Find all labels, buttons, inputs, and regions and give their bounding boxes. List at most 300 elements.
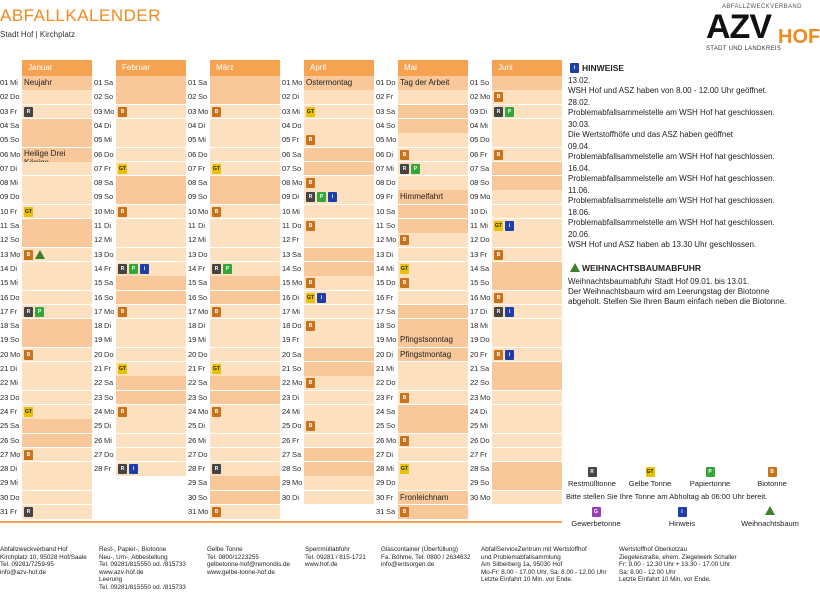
calendar-day (0, 448, 92, 462)
calendar-day (470, 190, 562, 204)
weekday: Do (480, 135, 490, 145)
day-cell (116, 262, 186, 276)
day-number: 25 (94, 421, 103, 431)
day-number: 23 (94, 392, 103, 402)
weekday: Do (10, 392, 20, 402)
day-label (0, 405, 22, 419)
calendar-day (282, 448, 374, 462)
calendar-day (0, 248, 92, 262)
calendar-day (376, 348, 468, 362)
calendar-day (188, 305, 280, 319)
day-cell (492, 291, 562, 305)
biotonne-icon: B (24, 450, 33, 460)
weekday: Sa (104, 378, 114, 388)
restmuell-icon: R (588, 467, 597, 477)
day-number: 13 (376, 249, 385, 259)
day-label (94, 262, 116, 276)
footer-column (207, 546, 290, 576)
footer-line: Leerung (99, 576, 123, 584)
weekday: Mo (386, 335, 397, 345)
weekday: So (104, 192, 114, 202)
day-label (0, 291, 22, 305)
day-number: 11 (94, 221, 102, 230)
weekday: Mi (386, 263, 394, 273)
day-label (0, 90, 22, 104)
hinweis-icon: i (678, 507, 687, 517)
calendar-day (94, 276, 186, 290)
day-cell (398, 219, 468, 233)
calendar-day (376, 362, 468, 376)
day-number: 07 (0, 163, 9, 173)
day-label (470, 462, 492, 476)
day-number: 22 (376, 378, 385, 388)
day-label (188, 434, 210, 448)
calendar-day (94, 148, 186, 162)
month-header: Januar (22, 60, 92, 76)
day-number: 17 (470, 306, 479, 316)
calendar-day (0, 305, 92, 319)
day-label (188, 348, 210, 362)
day-cell (116, 305, 186, 319)
legend-label: Gelbe Tonne (628, 479, 672, 488)
weekday: Di (10, 163, 18, 173)
day-label (470, 162, 492, 176)
day-number: 21 (94, 364, 103, 373)
month-column (188, 60, 280, 521)
weekday: Do (198, 349, 208, 359)
day-number: 18 (0, 321, 9, 331)
day-label (470, 76, 492, 90)
calendar-day (94, 362, 186, 376)
day-label (282, 376, 304, 390)
day-cell (22, 248, 92, 262)
day-label (94, 291, 116, 305)
day-label (188, 333, 210, 347)
calendar-day (94, 291, 186, 305)
day-cell (22, 119, 92, 133)
weekday: Do (292, 321, 302, 331)
footer-line: gelbetonne-hof@remondis.de (207, 561, 291, 569)
day-number: 01 (0, 78, 9, 87)
weekday: Do (292, 120, 302, 130)
holiday-name: Pfingstmontag (400, 349, 452, 359)
day-label (470, 276, 492, 290)
calendar-day (282, 476, 374, 490)
day-cell (116, 434, 186, 448)
day-cell (210, 205, 280, 219)
day-label (282, 333, 304, 347)
info-icon: i (570, 63, 579, 73)
day-number: 14 (94, 263, 103, 273)
day-cell (398, 348, 468, 362)
weekday: Mi (386, 464, 394, 474)
calendar-day (282, 76, 374, 90)
hinweis-entry (568, 164, 800, 184)
calendar-day (470, 419, 562, 433)
weekday: Do (386, 178, 396, 188)
holiday-name: Tag der Arbeit (400, 78, 450, 87)
day-number: 02 (188, 92, 197, 102)
biotonne-icon: B (494, 350, 503, 360)
month-header: Juni (492, 60, 562, 76)
day-label (94, 233, 116, 247)
calendar-day (94, 248, 186, 262)
day-label (282, 76, 304, 90)
day-number: 14 (470, 263, 479, 273)
weekday: Sa (480, 364, 490, 373)
biotonne-icon: B (306, 135, 315, 145)
day-cell (398, 262, 468, 276)
day-label (470, 105, 492, 119)
day-label (94, 190, 116, 204)
calendar-day (376, 376, 468, 390)
day-label (188, 219, 210, 233)
day-number: 15 (0, 278, 9, 288)
day-label (282, 419, 304, 433)
footer-line: und Problemabfallsammlung (481, 553, 561, 561)
biotonne-icon: B (24, 350, 33, 360)
day-number: 09 (94, 192, 103, 202)
calendar-day (470, 291, 562, 305)
day-cell (22, 162, 92, 176)
hinweis-icon: i (317, 293, 326, 303)
day-number: 10 (282, 206, 291, 216)
weekday: Sa (104, 278, 114, 288)
calendar-day (94, 119, 186, 133)
day-number: 28 (0, 464, 9, 474)
day-cell (304, 162, 374, 176)
day-cell (398, 333, 468, 347)
calendar-day (282, 491, 374, 505)
weekday: Sa (292, 249, 302, 259)
biotonne-icon: B (768, 467, 777, 477)
day-label (0, 133, 22, 147)
holiday-name: Pfingstsonntag (400, 335, 453, 345)
weekday: Sa (292, 449, 302, 459)
day-cell (398, 90, 468, 104)
day-number: 30 (376, 492, 385, 502)
day-cell (116, 205, 186, 219)
day-cell (22, 90, 92, 104)
day-cell (398, 133, 468, 147)
day-label (470, 119, 492, 133)
page-title: ABFALLKALENDER (0, 6, 162, 25)
calendar-day (0, 262, 92, 276)
day-cell (492, 319, 562, 333)
day-cell (398, 505, 468, 519)
weekday: Di (292, 192, 300, 202)
day-number: 11 (282, 221, 290, 230)
weekday: Di (386, 149, 394, 159)
day-cell (304, 405, 374, 419)
footer-line: Tel. 09281/815550 od. /815733 (99, 561, 186, 569)
day-number: 02 (376, 92, 385, 102)
day-label (94, 319, 116, 333)
day-number: 16 (94, 292, 103, 302)
weekday: Fr (386, 492, 394, 502)
day-cell (22, 376, 92, 390)
weekday: Fr (198, 163, 206, 173)
weihnachtsbaum-panel (568, 262, 800, 307)
day-cell (22, 319, 92, 333)
day-cell (22, 190, 92, 204)
biotonne-icon: B (306, 378, 315, 388)
day-cell (116, 233, 186, 247)
day-cell (398, 362, 468, 376)
day-number: 10 (0, 206, 9, 216)
calendar-day (470, 105, 562, 119)
calendar-day (282, 133, 374, 147)
day-number: 05 (94, 135, 103, 145)
day-cell (398, 233, 468, 247)
day-number: 26 (470, 435, 479, 445)
day-label (282, 348, 304, 362)
day-label (94, 448, 116, 462)
day-label (376, 248, 398, 262)
legend (562, 466, 800, 530)
calendar-day (376, 319, 468, 333)
biotonne-icon: B (118, 307, 127, 317)
day-cell (210, 319, 280, 333)
calendar-day (282, 391, 374, 405)
day-number: 19 (188, 335, 197, 345)
calendar-day (188, 376, 280, 390)
weekday: So (10, 435, 20, 445)
day-label (188, 362, 210, 376)
calendar-day (0, 434, 92, 448)
day-number: 16 (282, 292, 291, 302)
gelbe-tonne-icon: GT (25, 208, 32, 215)
day-cell (492, 162, 562, 176)
calendar-day (0, 319, 92, 333)
weekday: So (386, 120, 396, 130)
day-cell (492, 419, 562, 433)
weekday: Sa (104, 78, 114, 87)
day-cell (492, 133, 562, 147)
calendar-day (188, 76, 280, 90)
day-number: 22 (282, 378, 291, 388)
day-cell (398, 476, 468, 490)
day-number: 11 (0, 221, 8, 230)
day-cell (398, 434, 468, 448)
calendar-day (94, 105, 186, 119)
weekday: Di (10, 464, 18, 474)
calendar-day (188, 133, 280, 147)
calendar-day (376, 176, 468, 190)
day-number: 16 (0, 292, 9, 302)
day-label (188, 148, 210, 162)
day-label (470, 248, 492, 262)
weekday: Do (104, 449, 114, 459)
footer (0, 546, 800, 600)
legend-label: Gewerbetonne (571, 519, 621, 528)
calendar-day (188, 405, 280, 419)
day-cell (210, 233, 280, 247)
logo-suffix: HOF (778, 26, 820, 48)
weihnachtsbaum-title: WEIHNACHTSBAUMABFUHR (582, 263, 701, 273)
day-label (376, 448, 398, 462)
papiertonne-icon: P (505, 107, 514, 117)
calendar-day (470, 348, 562, 362)
weekday: Sa (10, 421, 20, 431)
restmuell-icon: R (494, 307, 503, 317)
weekday: Mo (104, 306, 115, 316)
weekday: So (198, 92, 208, 102)
day-number: 23 (376, 392, 385, 402)
calendar-day (376, 105, 468, 119)
day-cell (304, 262, 374, 276)
weekday: Di (198, 421, 206, 431)
day-label (0, 205, 22, 219)
hinweis-icon: i (505, 350, 514, 360)
hinweise-heading (568, 62, 800, 74)
biotonne-icon: B (400, 436, 409, 446)
hinweis-date: 30.03. (568, 120, 591, 129)
day-label (188, 491, 210, 505)
hinweis-icon: i (505, 221, 514, 231)
calendar-day (376, 148, 468, 162)
weekday: Do (10, 192, 20, 202)
calendar-day (188, 148, 280, 162)
day-number: 17 (188, 306, 197, 316)
day-number: 30 (188, 492, 197, 502)
day-number: 20 (282, 349, 291, 359)
month-header: Februar (116, 60, 186, 76)
weekday: Fr (10, 306, 18, 316)
day-label (376, 405, 398, 419)
day-number: 29 (376, 478, 385, 488)
day-number: 08 (188, 178, 197, 188)
weekday: Fr (292, 335, 300, 345)
day-label (470, 491, 492, 505)
weekday: Di (198, 321, 206, 331)
day-number: 21 (376, 364, 385, 373)
restmuell-icon: R (306, 192, 315, 202)
day-label (0, 448, 22, 462)
day-cell (398, 448, 468, 462)
day-label (188, 476, 210, 490)
day-cell (210, 276, 280, 290)
day-cell (492, 148, 562, 162)
day-label (282, 476, 304, 490)
day-cell (492, 76, 562, 90)
day-cell (492, 90, 562, 104)
day-number: 11 (376, 221, 384, 230)
calendar-day (94, 434, 186, 448)
calendar-day (376, 205, 468, 219)
weekday: Do (198, 149, 208, 159)
day-number: 08 (282, 178, 291, 188)
weekday: Do (104, 349, 114, 359)
weekday: So (198, 492, 208, 502)
calendar-day (0, 205, 92, 219)
hinweis-date: 28.02. (568, 98, 591, 107)
weekday: Mi (10, 478, 18, 488)
day-number: 17 (282, 306, 291, 316)
calendar-day (470, 376, 562, 390)
footer-line: Tel. 09281 / 815-1721 (305, 553, 366, 561)
footer-line: Mo-Fr: 8.00 - 17.00 Uhr, Sa: 8.00 - 12.00 Uhr (481, 568, 607, 576)
hinweis-entry (568, 120, 800, 140)
weekday: So (386, 421, 396, 431)
footer-line: www.hof.de (305, 561, 338, 569)
biotonne-icon: B (494, 92, 503, 102)
papiertonne-icon: P (706, 467, 715, 477)
day-number: 09 (282, 192, 291, 202)
day-label (0, 505, 22, 519)
footer-column (305, 546, 366, 569)
day-label (470, 148, 492, 162)
hinweis-text: Problemabfallsammelstelle am WSH Hof hat geschlossen. (568, 196, 775, 205)
weekday: Sa (386, 406, 396, 416)
day-number: 27 (94, 449, 103, 459)
day-number: 19 (376, 335, 385, 345)
calendar-day (376, 233, 468, 247)
weekday: Mo (198, 206, 209, 216)
day-number: 12 (0, 235, 9, 245)
day-cell (22, 205, 92, 219)
day-cell (304, 376, 374, 390)
weekday: Sa (198, 378, 208, 388)
weekday: Fr (198, 263, 206, 273)
calendar-day (0, 76, 92, 90)
calendar-day (282, 205, 374, 219)
gelbe-tonne-icon: GT (495, 223, 502, 229)
weekday: So (480, 78, 490, 87)
calendar-day (470, 491, 562, 505)
day-label (0, 105, 22, 119)
day-number: 12 (282, 235, 291, 245)
day-cell (116, 333, 186, 347)
day-number: 06 (0, 149, 9, 159)
azv-logo (700, 4, 820, 56)
calendar-day (188, 162, 280, 176)
calendar-day (188, 190, 280, 204)
weekday: So (198, 192, 208, 202)
day-number: 26 (188, 435, 197, 445)
day-label (94, 248, 116, 262)
day-number: 18 (94, 321, 103, 331)
day-number: 13 (0, 249, 9, 259)
calendar-day (94, 190, 186, 204)
day-number: 04 (376, 120, 385, 130)
day-cell (304, 248, 374, 262)
calendar-day (0, 462, 92, 476)
calendar-day (470, 276, 562, 290)
day-number: 22 (94, 378, 103, 388)
day-label (188, 405, 210, 419)
calendar-day (376, 419, 468, 433)
day-label (0, 391, 22, 405)
day-cell (22, 333, 92, 347)
day-label (94, 133, 116, 147)
day-number: 18 (376, 321, 385, 331)
day-cell (304, 190, 374, 204)
day-number: 31 (376, 507, 385, 516)
day-label (94, 162, 116, 176)
weekday: Fr (104, 364, 112, 373)
logo-verband-text: ABFALLZWECKVERBAND (722, 4, 802, 10)
day-cell (116, 105, 186, 119)
day-cell (492, 233, 562, 247)
day-number: 28 (282, 464, 291, 474)
day-cell (304, 119, 374, 133)
hinweise-list (568, 76, 800, 250)
calendar-day (282, 305, 374, 319)
weekday: Do (10, 492, 20, 502)
day-number: 24 (376, 406, 385, 416)
weihnachtsbaum-heading (568, 262, 800, 274)
